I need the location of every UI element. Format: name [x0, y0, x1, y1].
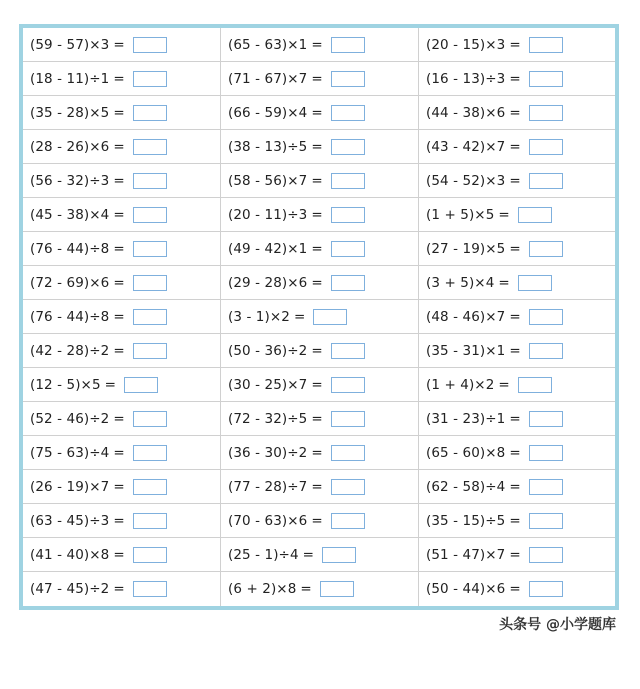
problem-expression: (27 - 19)×5	[426, 240, 506, 257]
problem-cell	[23, 572, 221, 606]
equals-sign: =	[311, 36, 323, 53]
answer-box[interactable]	[529, 105, 563, 121]
answer-box[interactable]	[133, 309, 167, 325]
problem-expression: (65 - 63)×1	[228, 36, 308, 53]
problem-expression: (58 - 56)×7	[228, 172, 308, 189]
problem-expression: (52 - 46)÷2	[30, 410, 110, 427]
problem-expression: (20 - 15)×3	[426, 36, 506, 53]
answer-box[interactable]	[529, 411, 563, 427]
answer-box[interactable]	[331, 207, 365, 223]
equals-sign: =	[293, 308, 306, 325]
equals-sign: =	[498, 206, 510, 223]
problem-cell	[221, 470, 419, 504]
answer-box[interactable]	[331, 241, 365, 257]
equals-sign: =	[113, 104, 125, 121]
problem-expression: (1 + 5)×5	[426, 206, 495, 223]
answer-box[interactable]	[529, 513, 563, 529]
answer-box[interactable]	[529, 479, 563, 495]
problem-cell	[23, 130, 221, 164]
equals-sign: =	[311, 342, 323, 359]
problem-cell	[23, 164, 221, 198]
answer-box[interactable]	[133, 411, 167, 427]
problem-cell	[23, 28, 221, 62]
equals-sign: =	[113, 512, 125, 529]
equals-sign: =	[113, 444, 125, 461]
answer-box[interactable]	[331, 411, 365, 427]
equals-sign: =	[113, 70, 125, 87]
problem-expression: (72 - 32)÷5	[228, 410, 308, 427]
equals-sign: =	[311, 206, 323, 223]
equals-sign: =	[311, 274, 323, 291]
problem-expression: (76 - 44)÷8	[30, 308, 110, 325]
answer-box[interactable]	[331, 343, 365, 359]
problem-cell	[23, 436, 221, 470]
equals-sign: =	[509, 172, 521, 189]
equals-sign: =	[311, 444, 323, 461]
problem-cell	[221, 198, 419, 232]
answer-box[interactable]	[320, 581, 354, 597]
problem-expression: (50 - 36)÷2	[228, 342, 308, 359]
answer-box[interactable]	[529, 37, 563, 53]
problem-cell	[221, 402, 419, 436]
equals-sign: =	[509, 308, 521, 325]
problem-cell	[221, 538, 419, 572]
problem-expression: (26 - 19)×7	[30, 478, 110, 495]
equals-sign: =	[509, 36, 521, 53]
problem-cell	[23, 538, 221, 572]
answer-box[interactable]	[331, 445, 365, 461]
problem-cell	[419, 164, 615, 198]
answer-box[interactable]	[518, 377, 552, 393]
problem-expression: (49 - 42)×1	[228, 240, 308, 257]
equals-sign: =	[113, 240, 125, 257]
answer-box[interactable]	[529, 547, 563, 563]
problem-expression: (20 - 11)÷3	[228, 206, 308, 223]
problem-expression: (41 - 40)×8	[30, 546, 110, 563]
equals-sign: =	[509, 138, 521, 155]
equals-sign: =	[509, 478, 521, 495]
problem-cell	[221, 572, 419, 606]
problem-expression: (42 - 28)÷2	[30, 342, 110, 359]
answer-box[interactable]	[529, 241, 563, 257]
equals-sign: =	[113, 546, 125, 563]
answer-box[interactable]	[133, 139, 167, 155]
equals-sign: =	[113, 410, 125, 427]
problem-cell	[221, 96, 419, 130]
problem-expression: (44 - 38)×6	[426, 104, 506, 121]
equals-sign: =	[311, 70, 323, 87]
answer-box[interactable]	[331, 139, 365, 155]
problem-expression: (65 - 60)×8	[426, 444, 506, 461]
answer-box[interactable]	[331, 71, 365, 87]
problem-cell	[221, 504, 419, 538]
problem-cell	[221, 130, 419, 164]
equals-sign: =	[509, 70, 521, 87]
equals-sign: =	[113, 581, 125, 597]
watermark: 头条号 @小学题库	[499, 617, 616, 633]
answer-box[interactable]	[133, 581, 167, 597]
problem-cell	[23, 402, 221, 436]
problem-cell	[419, 28, 615, 62]
equals-sign: =	[113, 36, 125, 53]
problem-expression: (56 - 32)÷3	[30, 172, 110, 189]
equals-sign: =	[113, 138, 125, 155]
equals-sign: =	[509, 240, 521, 257]
problem-cell	[221, 436, 419, 470]
problem-cell	[23, 62, 221, 96]
equals-sign: =	[113, 274, 125, 291]
equals-sign: =	[113, 206, 125, 223]
equals-sign: =	[302, 546, 314, 563]
problem-expression: (43 - 42)×7	[426, 138, 506, 155]
equals-sign: =	[311, 376, 323, 393]
answer-box[interactable]	[529, 71, 563, 87]
problem-cell	[221, 164, 419, 198]
answer-box[interactable]	[133, 105, 167, 121]
problem-expression: (76 - 44)÷8	[30, 240, 110, 257]
problem-cell	[221, 334, 419, 368]
problem-expression: (45 - 38)×4	[30, 206, 110, 223]
problem-expression: (51 - 47)×7	[426, 546, 506, 563]
problem-expression: (59 - 57)×3	[30, 36, 110, 53]
worksheet-frame	[19, 24, 619, 610]
problem-cell	[419, 436, 615, 470]
problem-cell	[419, 266, 615, 300]
answer-box[interactable]	[133, 445, 167, 461]
problem-cell	[23, 96, 221, 130]
problem-cell	[419, 504, 615, 538]
equals-sign: =	[113, 342, 125, 359]
equals-sign: =	[509, 581, 521, 597]
problem-expression: (48 - 46)×7	[426, 308, 506, 325]
problem-expression: (71 - 67)×7	[228, 70, 308, 87]
equals-sign: =	[498, 274, 510, 291]
problem-cell	[23, 470, 221, 504]
equals-sign: =	[104, 376, 116, 393]
equals-sign: =	[509, 410, 521, 427]
answer-box[interactable]	[331, 479, 365, 495]
problem-cell	[419, 538, 615, 572]
problem-expression: (35 - 28)×5	[30, 104, 110, 121]
problem-expression: (70 - 63)×6	[228, 512, 308, 529]
problem-cell	[419, 198, 615, 232]
answer-box[interactable]	[133, 547, 167, 563]
problem-cell	[419, 96, 615, 130]
problem-expression: (66 - 59)×4	[228, 104, 308, 121]
problem-cell	[221, 232, 419, 266]
problem-cell	[23, 266, 221, 300]
equals-sign: =	[311, 172, 323, 189]
problem-expression: (54 - 52)×3	[426, 172, 506, 189]
problem-cell	[419, 470, 615, 504]
equals-sign: =	[311, 410, 323, 427]
answer-box[interactable]	[331, 513, 365, 529]
equals-sign: =	[311, 512, 323, 529]
problem-expression: (62 - 58)÷4	[426, 478, 506, 495]
equals-sign: =	[113, 172, 125, 189]
problem-expression: (47 - 45)÷2	[30, 581, 110, 597]
problem-cell	[23, 198, 221, 232]
answer-box[interactable]	[133, 479, 167, 495]
equals-sign: =	[311, 240, 323, 257]
problem-expression: (72 - 69)×6	[30, 274, 110, 291]
problem-expression: (75 - 63)÷4	[30, 444, 110, 461]
problem-cell	[419, 334, 615, 368]
problem-expression: (1 + 4)×2	[426, 376, 495, 393]
problem-cell	[221, 266, 419, 300]
problem-expression: (16 - 13)÷3	[426, 70, 506, 87]
answer-box[interactable]	[529, 343, 563, 359]
equals-sign: =	[300, 581, 312, 597]
problem-cell	[419, 368, 615, 402]
answer-box[interactable]	[331, 275, 365, 291]
equals-sign: =	[311, 138, 323, 155]
problem-expression: (25 - 1)÷4	[228, 546, 299, 563]
answer-box[interactable]	[313, 309, 347, 325]
answer-box[interactable]	[518, 275, 552, 291]
problem-expression: (31 - 23)÷1	[426, 410, 506, 427]
answer-box[interactable]	[518, 207, 552, 223]
problem-expression: (30 - 25)×7	[228, 376, 308, 393]
answer-box[interactable]	[133, 71, 167, 87]
answer-box[interactable]	[529, 309, 563, 325]
problem-cell	[419, 130, 615, 164]
answer-box[interactable]	[133, 37, 167, 53]
problem-cell	[419, 300, 615, 334]
equals-sign: =	[509, 512, 521, 529]
problem-cell	[23, 334, 221, 368]
problem-cell	[221, 368, 419, 402]
problem-cell	[419, 62, 615, 96]
problem-expression: (29 - 28)×6	[228, 274, 308, 291]
equals-sign: =	[311, 104, 323, 121]
problem-cell	[23, 504, 221, 538]
problem-expression: (35 - 31)×1	[426, 342, 506, 359]
problem-cell	[23, 232, 221, 266]
problem-expression: (38 - 13)÷5	[228, 138, 308, 155]
problem-cell	[221, 62, 419, 96]
problem-cell	[419, 402, 615, 436]
answer-box[interactable]	[529, 173, 563, 189]
equals-sign: =	[509, 444, 521, 461]
answer-box[interactable]	[529, 139, 563, 155]
problem-grid	[23, 28, 615, 606]
answer-box[interactable]	[133, 173, 167, 189]
problem-expression: (35 - 15)÷5	[426, 512, 506, 529]
problem-expression: (50 - 44)×6	[426, 581, 506, 597]
problem-cell	[23, 300, 221, 334]
answer-box[interactable]	[529, 581, 563, 597]
answer-box[interactable]	[331, 173, 365, 189]
answer-box[interactable]	[529, 445, 563, 461]
problem-expression: (3 + 5)×4	[426, 274, 495, 291]
equals-sign: =	[113, 478, 125, 495]
answer-box[interactable]	[331, 377, 365, 393]
answer-box[interactable]	[133, 207, 167, 223]
problem-cell	[221, 28, 419, 62]
answer-box[interactable]	[133, 513, 167, 529]
problem-expression: (12 - 5)×5	[30, 376, 101, 393]
answer-box[interactable]	[124, 377, 158, 393]
equals-sign: =	[509, 104, 521, 121]
problem-expression: (3 - 1)×2	[228, 308, 290, 325]
problem-cell	[221, 300, 419, 334]
problem-cell	[23, 368, 221, 402]
answer-box[interactable]	[322, 547, 356, 563]
problem-expression: (36 - 30)÷2	[228, 444, 308, 461]
equals-sign: =	[311, 478, 323, 495]
problem-expression: (18 - 11)÷1	[30, 70, 110, 87]
answer-box[interactable]	[331, 105, 365, 121]
equals-sign: =	[509, 342, 521, 359]
equals-sign: =	[509, 546, 521, 563]
problem-expression: (6 + 2)×8	[228, 581, 297, 597]
problem-expression: (28 - 26)×6	[30, 138, 110, 155]
equals-sign: =	[113, 308, 125, 325]
answer-box[interactable]	[133, 275, 167, 291]
equals-sign: =	[498, 376, 510, 393]
answer-box[interactable]	[133, 241, 167, 257]
problem-cell	[419, 232, 615, 266]
problem-expression: (63 - 45)÷3	[30, 512, 110, 529]
problem-cell	[419, 572, 615, 606]
answer-box[interactable]	[331, 37, 365, 53]
answer-box[interactable]	[133, 343, 167, 359]
problem-expression: (77 - 28)÷7	[228, 478, 308, 495]
